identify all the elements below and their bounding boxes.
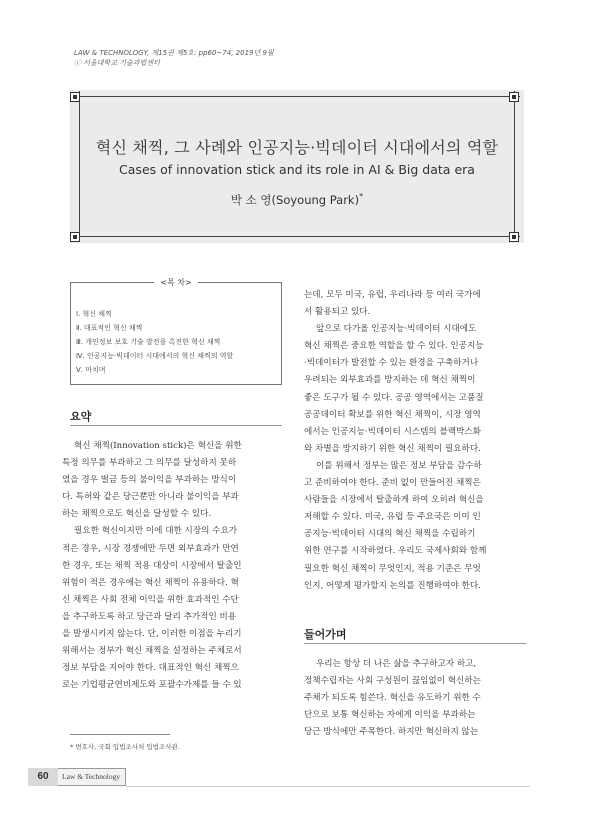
journal-citation: LAW & TECHNOLOGY, 제15권 제5호: pp60~74, 2019년 9월 [74,49,274,57]
text-line: 당근 방식에만 주목한다. 하지만 혁신하지 않는 [304,727,479,738]
corner-ornament-br [509,232,519,242]
text-line: 을 발생시키지 않는다. 단, 이러한 이점을 누리기 [62,629,242,640]
footnote: * 변호사, 국회 입법조사처 입법조사관. [70,743,180,751]
text-line: 필요한 혁신 채찍이 무엇인지, 적용 기준은 무엇 [304,563,481,574]
text-line: 정보 부담을 지어야 한다. 대표적인 혁신 채찍으 [62,663,239,674]
footnote-rule [70,734,170,735]
corner-ornament-tr [509,92,519,102]
text-line: 필요한 혁신이지만 이에 대한 시장의 수요가 [74,526,238,537]
title-korean: 혁신 채찍, 그 사례와 인공지능·빅데이터 시대에서의 역할 [95,138,499,157]
text-line: 좋은 도구가 될 수 있다. 공공 영역에서는 고품질 [304,392,484,403]
intro-heading-rule [304,643,526,644]
title-english: Cases of innovation stick and its role in AI & Big data era [119,162,475,177]
abstract-heading-rule [70,425,282,426]
text-line: 는데, 모두 미국, 유럽, 우리나라 등 여러 국가에 [304,290,481,300]
text-line: 공공데이터 확보를 위한 혁신 채찍이, 시장 영역 [304,409,481,420]
text-line: 에서는 인공지능·빅데이터 시스템의 블랙박스화 [304,426,481,437]
page-number: 60 [28,768,58,786]
text-line: 한 경우, 또는 채찍 적용 대상이 시장에서 탈출인 [62,560,242,571]
footer-rule [126,786,530,787]
abstract-heading: 요약 [70,410,92,423]
text-line: 였을 경우 벌금 등의 불이익을 부과하는 방식이 [62,475,237,486]
text-line: 저해할 수 있다. 미국, 유럽 등 주요국은 이미 인 [304,512,481,523]
text-line: 정책수립자는 사회 구성원이 끊임없이 혁신하는 [304,676,481,687]
toc-list [76,307,233,377]
intro-body [304,656,526,741]
text-line: 공지능·빅데이터 시대의 혁신 채찍을 수립하기 [304,529,476,540]
text-line: 고 준비하여야 한다. 준비 없이 만들어진 채찍은 [304,478,481,489]
title-frame-bottom [74,236,520,237]
text-line: ·빅데이터가 발전할 수 있는 환경을 구축하거나 [304,358,479,369]
author-line [70,192,524,208]
text-line: 위해서는 정부가 혁신 채찍을 설정하는 주체로서 [62,646,242,657]
text-line: 을 추구하도록 하고 당근과 달리 추가적인 비용 [62,611,237,622]
text-line: 우리는 항상 더 나은 삶을 추구하고자 하고, [316,659,477,669]
author-name: 박 소 영(Soyoung Park) [230,193,360,207]
text-line: 서 활용되고 있다. [304,307,371,318]
text-line: 우려되는 외부효과를 방지하는 데 혁신 채찍이 [304,375,476,386]
toc-item[interactable]: Ⅴ. 마치며 [76,366,106,374]
copyright-line: ⓒ 서울대학교 기술과법센터 [74,59,160,67]
text-line: 혁신 채찍(Innovation stick)은 혁신을 위한 [74,441,242,451]
text-line: 적은 경우, 시장 경쟁에만 두면 외부효과가 만연 [62,543,239,554]
toc-item[interactable]: Ⅰ. 혁신 채찍 [76,310,112,318]
text-line: 주체가 되도록 힘쓴다. 혁신을 유도하기 위한 수 [304,693,481,704]
text-line: 신 채찍은 사회 전체 이익을 위한 효과적인 수단 [62,594,239,605]
corner-ornament-bl [70,232,80,242]
text-line: 인지, 어떻게 평가할지 논의를 진행하여야 한다. [304,580,481,591]
toc-heading-text: <목 차> [154,278,197,287]
text-line: 로는 기업평균연비제도와 포괄수가제를 들 수 있 [62,680,242,691]
text-line: 단으로 보통 혁신하는 자에게 이익을 부과하는 [304,710,476,721]
abstract-continued [304,287,526,595]
toc-item[interactable]: Ⅳ. 인공지능·빅데이터 시대에서의 혁신 채찍의 역할 [76,352,234,360]
title-frame-top [74,96,520,97]
text-line: 하는 채찍으로도 혁신을 달성할 수 있다. [62,509,212,520]
text-line: 이를 위해서 정부는 많은 정보 부담을 감수하 [316,460,482,471]
footer-journal: Law & Technology [62,772,121,781]
text-line: 위한 연구를 시작하였다. 우리도 국제사회와 함께 [304,546,487,557]
running-header [74,48,274,68]
text-line: 사람들을 시장에서 탈출하게 하여 오히려 혁신을 [304,495,484,506]
text-line: 앞으로 다가올 인공지능·빅데이터 시대에도 [316,324,477,335]
toc-item[interactable]: Ⅱ. 대표적인 혁신 채찍 [76,324,143,332]
abstract-body [62,438,284,694]
toc-item[interactable]: Ⅲ. 개인정보 보호 기술 발전을 촉진한 혁신 채찍 [76,338,221,346]
intro-heading: 들어가며 [304,628,347,641]
text-line: 위험이 적은 경우에는 혁신 채찍이 유용하다. 혁 [62,577,239,588]
author-footnote-mark: * [359,192,364,202]
text-line: 와 차별을 방지하기 위한 혁신 채찍이 필요하다. [304,443,481,454]
text-line: 혁신 채찍은 중요한 역할을 할 수 있다. 인공지능 [304,341,484,352]
text-line: 다. 특허와 같은 당근뿐만 아니라 불이익을 부과 [62,492,239,503]
toc-heading [75,277,277,288]
text-line: 특정 의무를 부과하고 그 의무를 달성하지 못하 [62,458,237,469]
corner-ornament-tl [70,92,80,102]
